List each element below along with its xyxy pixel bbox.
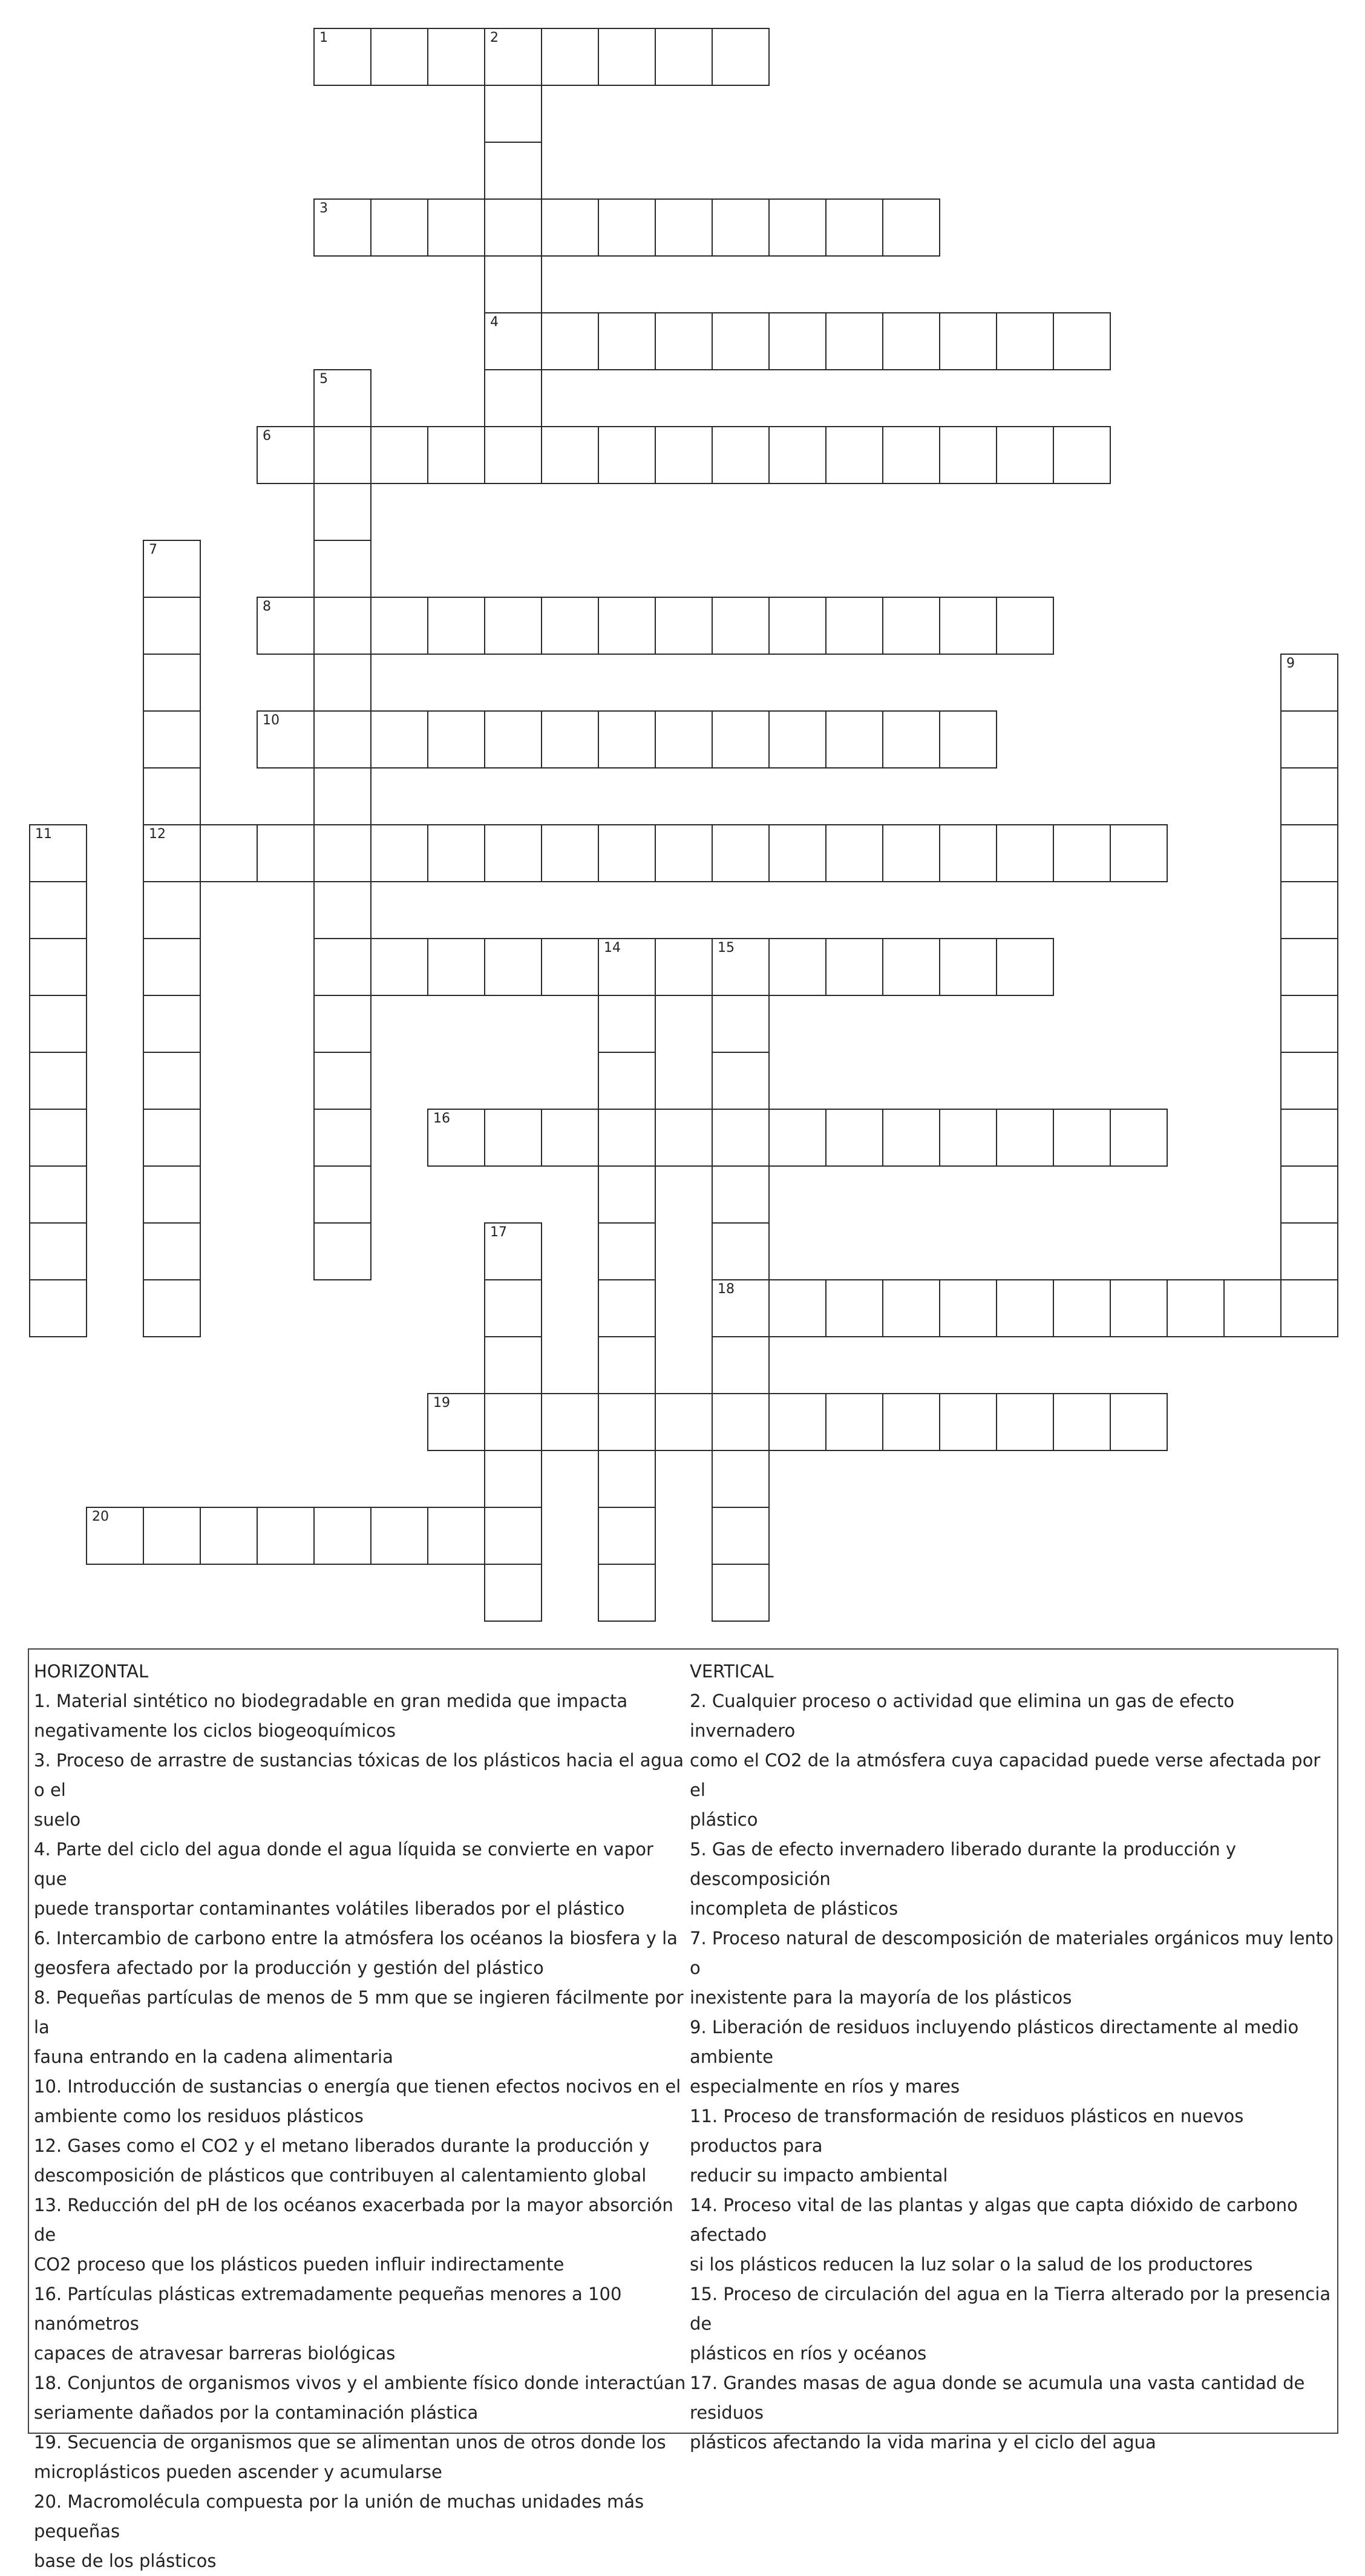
grid-cell[interactable] [143, 767, 201, 825]
grid-cell[interactable] [541, 597, 599, 655]
grid-cell[interactable] [313, 995, 372, 1053]
grid-cell[interactable] [29, 1279, 87, 1337]
grid-cell[interactable] [768, 824, 827, 882]
clue-line: 16. Partículas plásticas extremadamente pequeñas menores a 100 nanómetros [34, 2284, 622, 2334]
grid-cell[interactable] [200, 1507, 258, 1565]
grid-cell[interactable] [29, 938, 87, 996]
grid-cell[interactable] [541, 938, 599, 996]
grid-cell[interactable] [29, 995, 87, 1053]
grid-cell[interactable] [825, 1393, 883, 1451]
clue-line: plásticos afectando la vida marina y el ciclo del agua [690, 2432, 1156, 2453]
grid-cell[interactable] [370, 938, 428, 996]
grid-cell[interactable] [313, 1507, 372, 1565]
grid-cell[interactable] [712, 710, 770, 769]
grid-cell[interactable] [996, 1393, 1054, 1451]
grid-cell[interactable] [882, 1279, 940, 1337]
grid-cell[interactable] [370, 824, 428, 882]
grid-cell[interactable] [427, 710, 485, 769]
grid-cell[interactable] [427, 824, 485, 882]
grid-cell[interactable] [29, 881, 87, 939]
grid-cell[interactable] [143, 1507, 201, 1565]
clue-number: 6 [263, 428, 271, 444]
grid-cell[interactable] [825, 824, 883, 882]
grid-cell[interactable] [712, 426, 770, 484]
grid-cell[interactable] [427, 426, 485, 484]
clue-number: 20 [92, 1509, 109, 1524]
clue-number: 4 [490, 315, 499, 330]
grid-cell[interactable] [1280, 1109, 1338, 1167]
grid-cell[interactable] [143, 597, 201, 655]
grid-cell[interactable] [484, 28, 542, 86]
grid-cell[interactable] [1280, 767, 1338, 825]
grid-cell[interactable] [143, 1052, 201, 1110]
clue-line: inexistente para la mayoría de los plásticos [690, 1987, 1072, 2008]
grid-cell[interactable] [143, 654, 201, 712]
grid-cell[interactable] [598, 198, 656, 257]
grid-cell[interactable] [541, 312, 599, 370]
clue-line: microplásticos pueden ascender y acumularse [34, 2462, 442, 2482]
grid-cell[interactable] [1053, 824, 1111, 882]
grid-cell[interactable] [484, 1279, 542, 1337]
grid-cell[interactable] [712, 28, 770, 86]
grid-cell[interactable] [29, 1222, 87, 1280]
grid-cell[interactable] [712, 312, 770, 370]
grid-cell[interactable] [598, 1109, 656, 1167]
clue-line: negativamente los ciclos biogeoquímicos [34, 1720, 396, 1741]
clue-line: 20. Macromolécula compuesta por la unión de muchas unidades más pequeñas [34, 2491, 644, 2542]
grid-cell[interactable] [598, 995, 656, 1053]
grid-cell[interactable] [712, 1222, 770, 1280]
grid-cell[interactable] [882, 198, 940, 257]
grid-cell[interactable] [313, 1165, 372, 1224]
grid-cell[interactable] [484, 142, 542, 200]
clue-line: plásticos en ríos y océanos [690, 2343, 927, 2364]
grid-cell[interactable] [712, 1052, 770, 1110]
grid-cell[interactable] [939, 312, 997, 370]
grid-cell[interactable] [598, 597, 656, 655]
grid-cell[interactable] [370, 28, 428, 86]
grid-cell[interactable] [257, 426, 315, 484]
grid-cell[interactable] [712, 1393, 770, 1451]
vertical-heading: VERTICAL [690, 1661, 774, 1682]
grid-cell[interactable] [370, 198, 428, 257]
clue-line: 19. Secuencia de organismos que se alimentan unos de otros donde los [34, 2432, 666, 2453]
clue-line: 5. Gas de efecto invernadero liberado durante la producción y descomposición [690, 1839, 1237, 1889]
grid-cell[interactable] [939, 824, 997, 882]
grid-cell[interactable] [29, 1109, 87, 1167]
grid-cell[interactable] [598, 28, 656, 86]
grid-cell[interactable] [427, 1507, 485, 1565]
grid-cell[interactable] [598, 1507, 656, 1565]
grid-cell[interactable] [882, 312, 940, 370]
grid-cell[interactable] [939, 938, 997, 996]
vertical-clues [690, 1657, 1335, 2457]
grid-cell[interactable] [996, 597, 1054, 655]
grid-cell[interactable] [712, 824, 770, 882]
clue-line: como el CO2 de la atmósfera cuya capacidad puede verse afectada por el [690, 1750, 1321, 1800]
grid-cell[interactable] [1280, 1052, 1338, 1110]
grid-cell[interactable] [313, 540, 372, 598]
grid-cell[interactable] [1280, 1165, 1338, 1224]
grid-cell[interactable] [313, 483, 372, 541]
grid-cell[interactable] [484, 710, 542, 769]
grid-cell[interactable] [427, 597, 485, 655]
grid-cell[interactable] [825, 1279, 883, 1337]
grid-cell[interactable] [655, 1109, 713, 1167]
grid-cell[interactable] [1280, 710, 1338, 769]
grid-cell[interactable] [143, 540, 201, 598]
grid-cell[interactable] [143, 824, 201, 882]
grid-cell[interactable] [768, 426, 827, 484]
grid-cell[interactable] [541, 710, 599, 769]
grid-cell[interactable] [768, 710, 827, 769]
grid-cell[interactable] [882, 1393, 940, 1451]
clue-number: 19 [433, 1395, 450, 1411]
grid-cell[interactable] [1280, 1279, 1338, 1337]
grid-cell[interactable] [1110, 824, 1168, 882]
grid-cell[interactable] [598, 1222, 656, 1280]
clue-number: 7 [149, 542, 157, 557]
grid-cell[interactable] [370, 1507, 428, 1565]
grid-cell[interactable] [484, 1336, 542, 1394]
grid-cell[interactable] [712, 938, 770, 996]
grid-cell[interactable] [825, 1109, 883, 1167]
grid-cell[interactable] [257, 710, 315, 769]
grid-cell[interactable] [1053, 312, 1111, 370]
grid-cell[interactable] [1280, 824, 1338, 882]
horizontal-clues [34, 1657, 687, 2576]
grid-cell[interactable] [655, 938, 713, 996]
grid-cell[interactable] [1280, 881, 1338, 939]
clue-line: si los plásticos reducen la luz solar o la salud de los productores [690, 2254, 1253, 2275]
grid-cell[interactable] [939, 597, 997, 655]
grid-cell[interactable] [939, 710, 997, 769]
grid-cell[interactable] [939, 1109, 997, 1167]
grid-cell[interactable] [484, 255, 542, 313]
grid-cell[interactable] [200, 824, 258, 882]
clue-line: 18. Conjuntos de organismos vivos y el ambiente físico donde interactúan [34, 2373, 686, 2393]
clue-number: 11 [35, 827, 52, 842]
grid-cell[interactable] [370, 597, 428, 655]
grid-cell[interactable] [882, 426, 940, 484]
grid-cell[interactable] [143, 938, 201, 996]
grid-cell[interactable] [825, 198, 883, 257]
grid-cell[interactable] [313, 881, 372, 939]
grid-cell[interactable] [712, 995, 770, 1053]
grid-cell[interactable] [143, 1165, 201, 1224]
grid-cell[interactable] [712, 597, 770, 655]
clue-number: 14 [604, 940, 621, 955]
grid-cell[interactable] [598, 1393, 656, 1451]
grid-cell[interactable] [313, 198, 372, 257]
grid-cell[interactable] [541, 1109, 599, 1167]
grid-cell[interactable] [484, 426, 542, 484]
grid-cell[interactable] [655, 312, 713, 370]
grid-cell[interactable] [427, 198, 485, 257]
grid-cell[interactable] [712, 198, 770, 257]
clue-number: 18 [718, 1282, 735, 1297]
grid-cell[interactable] [825, 312, 883, 370]
grid-cell[interactable] [541, 198, 599, 257]
grid-cell[interactable] [712, 1564, 770, 1622]
grid-cell[interactable] [712, 1450, 770, 1508]
grid-cell[interactable] [484, 198, 542, 257]
grid-cell[interactable] [427, 938, 485, 996]
grid-cell[interactable] [313, 597, 372, 655]
clue-number: 1 [319, 30, 328, 45]
clue-line: 6. Intercambio de carbono entre la atmósfera los océanos la biosfera y la [34, 1928, 678, 1948]
grid-cell[interactable] [768, 1109, 827, 1167]
grid-cell[interactable] [257, 597, 315, 655]
clue-number: 8 [263, 599, 271, 614]
grid-cell[interactable] [484, 1450, 542, 1508]
grid-cell[interactable] [712, 1165, 770, 1224]
grid-cell[interactable] [768, 312, 827, 370]
grid-cell[interactable] [313, 1052, 372, 1110]
grid-cell[interactable] [541, 824, 599, 882]
grid-cell[interactable] [598, 1336, 656, 1394]
clue-number: 3 [319, 201, 328, 216]
clue-number: 2 [490, 30, 499, 45]
grid-cell[interactable] [598, 426, 656, 484]
grid-cell[interactable] [598, 312, 656, 370]
grid-cell[interactable] [768, 597, 827, 655]
grid-cell[interactable] [484, 85, 542, 143]
grid-cell[interactable] [1110, 1279, 1168, 1337]
grid-cell[interactable] [1280, 938, 1338, 996]
clue-line: ambiente como los residuos plásticos [34, 2106, 364, 2126]
horizontal-heading: HORIZONTAL [34, 1661, 149, 1682]
grid-cell[interactable] [996, 1109, 1054, 1167]
grid-cell[interactable] [712, 1279, 770, 1337]
clue-line: 10. Introducción de sustancias o energía que tienen efectos nocivos en el [34, 2076, 681, 2097]
clue-number: 5 [319, 372, 328, 387]
grid-cell[interactable] [768, 198, 827, 257]
grid-cell[interactable] [768, 1393, 827, 1451]
grid-cell[interactable] [598, 938, 656, 996]
grid-cell[interactable] [1053, 1279, 1111, 1337]
grid-cell[interactable] [768, 1279, 827, 1337]
grid-cell[interactable] [598, 1279, 656, 1337]
grid-cell[interactable] [484, 1109, 542, 1167]
clue-line: 7. Proceso natural de descomposición de materiales orgánicos muy lento o [690, 1928, 1334, 1978]
grid-cell[interactable] [655, 597, 713, 655]
grid-cell[interactable] [427, 1393, 485, 1451]
clue-line: 2. Cualquier proceso o actividad que elimina un gas de efecto invernadero [690, 1691, 1234, 1741]
grid-cell[interactable] [313, 28, 372, 86]
grid-cell[interactable] [1280, 995, 1338, 1053]
clue-line: 14. Proceso vital de las plantas y algas que capta dióxido de carbono afectado [690, 2195, 1298, 2245]
clue-line: 1. Material sintético no biodegradable en gran medida que impacta [34, 1691, 628, 1711]
clue-number: 9 [1286, 656, 1295, 671]
grid-cell[interactable] [484, 938, 542, 996]
clue-line: puede transportar contaminantes volátiles liberados por el plástico [34, 1898, 625, 1919]
grid-cell[interactable] [143, 1222, 201, 1280]
grid-cell[interactable] [1053, 426, 1111, 484]
grid-cell[interactable] [257, 824, 315, 882]
grid-cell[interactable] [313, 710, 372, 769]
clue-line: seriamente dañados por la contaminación plástica [34, 2402, 479, 2423]
grid-cell[interactable] [313, 938, 372, 996]
clue-line: 17. Grandes masas de agua donde se acumula una vasta cantidad de residuos [690, 2373, 1305, 2423]
grid-cell[interactable] [825, 710, 883, 769]
grid-cell[interactable] [29, 824, 87, 882]
grid-cell[interactable] [768, 938, 827, 996]
grid-cell[interactable] [712, 1507, 770, 1565]
grid-cell[interactable] [655, 28, 713, 86]
clue-line: 4. Parte del ciclo del agua donde el agua líquida se convierte en vapor que [34, 1839, 653, 1889]
grid-cell[interactable] [598, 1564, 656, 1622]
clue-line: 11. Proceso de transformación de residuos plásticos en nuevos productos para [690, 2106, 1244, 2156]
grid-cell[interactable] [882, 938, 940, 996]
grid-cell[interactable] [86, 1507, 144, 1565]
clue-line: reducir su impacto ambiental [690, 2165, 948, 2186]
grid-cell[interactable] [484, 312, 542, 370]
grid-cell[interactable] [484, 1393, 542, 1451]
grid-cell[interactable] [1110, 1393, 1168, 1451]
grid-cell[interactable] [712, 1336, 770, 1394]
grid-cell[interactable] [712, 1109, 770, 1167]
grid-cell[interactable] [939, 426, 997, 484]
grid-cell[interactable] [655, 426, 713, 484]
grid-cell[interactable] [541, 1393, 599, 1451]
grid-cell[interactable] [484, 1222, 542, 1280]
grid-cell[interactable] [484, 1564, 542, 1622]
grid-cell[interactable] [143, 710, 201, 769]
clue-line: especialmente en ríos y mares [690, 2076, 960, 2097]
grid-cell[interactable] [655, 1393, 713, 1451]
grid-cell[interactable] [1110, 1109, 1168, 1167]
clue-line: 9. Liberación de residuos incluyendo plásticos directamente al medio ambiente [690, 2017, 1299, 2067]
clue-line: fauna entrando en la cadena alimentaria [34, 2047, 393, 2067]
grid-cell[interactable] [996, 938, 1054, 996]
clue-line: 12. Gases como el CO2 y el metano liberados durante la producción y [34, 2135, 650, 2156]
clue-line: 13. Reducción del pH de los océanos exacerbada por la mayor absorción de [34, 2195, 673, 2245]
grid-cell[interactable] [29, 1052, 87, 1110]
grid-cell[interactable] [939, 1393, 997, 1451]
grid-cell[interactable] [1280, 1222, 1338, 1280]
grid-cell[interactable] [484, 597, 542, 655]
grid-cell[interactable] [882, 824, 940, 882]
grid-cell[interactable] [484, 824, 542, 882]
grid-cell[interactable] [541, 426, 599, 484]
grid-cell[interactable] [996, 824, 1054, 882]
grid-cell[interactable] [996, 312, 1054, 370]
grid-cell[interactable] [598, 710, 656, 769]
grid-cell[interactable] [882, 597, 940, 655]
grid-cell[interactable] [1280, 654, 1338, 712]
clue-number: 16 [433, 1111, 450, 1126]
grid-cell[interactable] [825, 426, 883, 484]
grid-cell[interactable] [598, 1052, 656, 1110]
grid-cell[interactable] [370, 426, 428, 484]
grid-cell[interactable] [939, 1279, 997, 1337]
clue-line: 8. Pequeñas partículas de menos de 5 mm que se ingieren fácilmente por la [34, 1987, 684, 2037]
grid-cell[interactable] [313, 426, 372, 484]
grid-cell[interactable] [825, 597, 883, 655]
grid-cell[interactable] [313, 654, 372, 712]
grid-cell[interactable] [882, 1109, 940, 1167]
grid-cell[interactable] [484, 369, 542, 427]
clue-number: 12 [149, 827, 166, 842]
grid-cell[interactable] [143, 1279, 201, 1337]
grid-cell[interactable] [484, 1507, 542, 1565]
grid-cell[interactable] [143, 1109, 201, 1167]
clue-line: suelo [34, 1809, 81, 1830]
clue-line: 3. Proceso de arrastre de sustancias tóxicas de los plásticos hacia el agua o el [34, 1750, 684, 1800]
clue-line: capaces de atravesar barreras biológicas [34, 2343, 396, 2364]
clue-line: incompleta de plásticos [690, 1898, 899, 1919]
clue-number: 10 [263, 713, 280, 728]
grid-cell[interactable] [882, 710, 940, 769]
grid-cell[interactable] [655, 710, 713, 769]
grid-cell[interactable] [1167, 1279, 1225, 1337]
grid-cell[interactable] [1053, 1109, 1111, 1167]
clue-line: CO2 proceso que los plásticos pueden influir indirectamente [34, 2254, 565, 2275]
grid-cell[interactable] [313, 1222, 372, 1280]
grid-cell[interactable] [427, 28, 485, 86]
clue-number: 17 [490, 1225, 507, 1240]
clue-line: 15. Proceso de circulación del agua en la Tierra alterado por la presencia de [690, 2284, 1331, 2334]
grid-cell[interactable] [313, 1109, 372, 1167]
clue-line: plástico [690, 1809, 758, 1830]
grid-cell[interactable] [1223, 1279, 1282, 1337]
clue-line: base de los plásticos [34, 2551, 217, 2571]
grid-cell[interactable] [143, 881, 201, 939]
grid-cell[interactable] [313, 767, 372, 825]
grid-cell[interactable] [370, 710, 428, 769]
grid-cell[interactable] [825, 938, 883, 996]
grid-cell[interactable] [655, 824, 713, 882]
grid-cell[interactable] [598, 824, 656, 882]
grid-cell[interactable] [996, 426, 1054, 484]
clue-line: descomposición de plásticos que contribuyen al calentamiento global [34, 2165, 647, 2186]
grid-cell[interactable] [313, 824, 372, 882]
grid-cell[interactable] [655, 198, 713, 257]
grid-cell[interactable] [143, 995, 201, 1053]
grid-cell[interactable] [313, 369, 372, 427]
clue-box [28, 1648, 1338, 2571]
clue-line: geosfera afectado por la producción y gestión del plástico [34, 1958, 544, 1978]
grid-cell[interactable] [996, 1279, 1054, 1337]
grid-cell[interactable] [541, 28, 599, 86]
grid-cell[interactable] [427, 1109, 485, 1167]
grid-cell[interactable] [257, 1507, 315, 1565]
grid-cell[interactable] [1053, 1393, 1111, 1451]
grid-cell[interactable] [29, 1165, 87, 1224]
clue-number: 15 [718, 940, 735, 955]
grid-cell[interactable] [598, 1165, 656, 1224]
grid-cell[interactable] [598, 1450, 656, 1508]
